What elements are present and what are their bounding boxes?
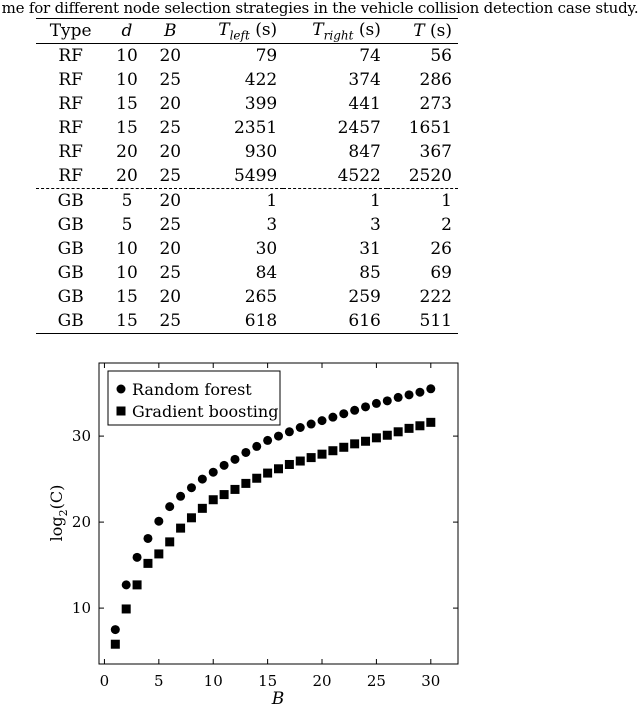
point-gradient-boosting	[154, 549, 163, 558]
cell-type: GB	[57, 239, 84, 259]
cell-t-right: 441	[348, 94, 381, 114]
point-random-forest	[415, 388, 424, 397]
cell-t: 26	[430, 239, 452, 259]
cell-d: 15	[116, 94, 138, 114]
point-gradient-boosting	[318, 450, 327, 459]
cell-t-right: 31	[359, 239, 381, 259]
cell-t-left: 30	[255, 239, 278, 259]
point-random-forest	[394, 393, 403, 402]
x-tick-label: 5	[154, 672, 164, 690]
cell-t: 367	[419, 142, 452, 162]
y-tick-label: 30	[71, 427, 91, 446]
point-gradient-boosting	[198, 504, 207, 513]
point-gradient-boosting	[263, 469, 272, 478]
table-caption: me for different node selection strategies in the vehicle collision detection case study.	[1, 0, 639, 16]
cell-b: 20	[159, 287, 182, 307]
point-gradient-boosting	[361, 437, 370, 446]
point-random-forest	[176, 492, 185, 501]
x-tick-label: 20	[312, 672, 332, 690]
y-axis-label: $\log_2(C)$	[47, 484, 70, 542]
point-random-forest	[122, 580, 131, 589]
cell-type: RF	[58, 142, 83, 162]
cell-t-right: 616	[348, 311, 381, 331]
point-gradient-boosting	[209, 495, 218, 504]
cell-d: 15	[116, 118, 138, 138]
point-gradient-boosting	[415, 421, 424, 430]
cell-type: RF	[58, 118, 83, 138]
cell-t-left: 79	[255, 46, 278, 66]
point-gradient-boosting	[122, 604, 131, 613]
point-random-forest	[372, 399, 381, 408]
header-t-left: $T_{left}$ (s)	[218, 19, 278, 43]
cell-t-right: 4522	[337, 166, 381, 186]
cell-d: 15	[116, 287, 138, 307]
table-body	[36, 44, 458, 334]
point-random-forest	[187, 483, 196, 492]
point-gradient-boosting	[372, 433, 381, 442]
point-gradient-boosting	[394, 427, 403, 436]
point-gradient-boosting	[350, 439, 359, 448]
table-row	[36, 237, 458, 261]
cell-d: 10	[116, 46, 138, 66]
cell-t-right: 85	[359, 263, 381, 283]
point-gradient-boosting	[296, 457, 305, 466]
cell-t-right: 374	[348, 70, 381, 90]
point-gradient-boosting	[133, 580, 142, 589]
x-tick-label: 25	[366, 672, 386, 690]
point-gradient-boosting	[230, 485, 239, 494]
point-gradient-boosting	[328, 446, 337, 455]
table-row	[36, 213, 458, 237]
legend-marker-random-forest	[117, 385, 126, 394]
table-header-row	[36, 19, 458, 44]
cell-type: GB	[57, 263, 84, 283]
cell-d: 10	[116, 263, 138, 283]
legend-marker-gradient-boosting	[117, 407, 126, 416]
point-random-forest	[198, 475, 207, 484]
point-random-forest	[285, 427, 294, 436]
cell-d: 5	[121, 215, 133, 235]
cell-t-left: 5499	[233, 166, 278, 186]
scatter-chart	[0, 350, 640, 705]
y-tick-label: 20	[71, 513, 91, 532]
point-random-forest	[383, 396, 392, 405]
point-random-forest	[133, 553, 142, 562]
cell-t-left: 1	[192, 189, 283, 214]
cell-type: GB	[57, 287, 84, 307]
cell-t: 2	[441, 215, 452, 235]
point-gradient-boosting	[405, 424, 414, 433]
table-row	[36, 309, 458, 334]
point-gradient-boosting	[241, 479, 250, 488]
cell-t: 273	[419, 94, 452, 114]
cell-b: 20	[159, 142, 182, 162]
point-gradient-boosting	[252, 474, 261, 483]
table-row	[36, 68, 458, 92]
cell-t-left: 265	[244, 287, 278, 307]
header-type: Type	[49, 21, 92, 41]
x-tick-label: 10	[203, 672, 223, 690]
header-t: T (s)	[413, 21, 452, 41]
cell-d: 20	[116, 166, 138, 186]
cell-b: 25	[159, 118, 182, 138]
cell-b: 20	[159, 46, 182, 66]
cell-t-left: 84	[255, 263, 278, 283]
cell-t-right: 2457	[337, 118, 381, 138]
point-random-forest	[252, 442, 261, 451]
cell-d: 20	[116, 142, 138, 162]
cell-t-left: 2351	[233, 118, 278, 138]
point-random-forest	[209, 468, 218, 477]
cell-t: 222	[419, 287, 452, 307]
point-random-forest	[111, 625, 120, 634]
cell-t-right: 3	[370, 215, 381, 235]
point-random-forest	[318, 416, 327, 425]
table-row	[36, 189, 458, 214]
header-t-right: $T_{right}$ (s)	[312, 19, 381, 43]
cell-b: 20	[159, 94, 182, 114]
legend-label-gradient-boosting: Gradient boosting	[132, 402, 279, 421]
point-gradient-boosting	[339, 443, 348, 452]
cell-t: 1	[387, 189, 458, 214]
table-row	[36, 285, 458, 309]
point-gradient-boosting	[220, 490, 229, 499]
table-row	[36, 164, 458, 189]
cell-type: GB	[57, 311, 84, 331]
cell-t: 1651	[408, 118, 452, 138]
cell-type: RF	[58, 166, 83, 186]
cell-t-right: 74	[359, 46, 381, 66]
cell-d: 15	[116, 311, 138, 331]
table-row	[36, 44, 458, 69]
point-random-forest	[405, 390, 414, 399]
table-row	[36, 92, 458, 116]
point-random-forest	[165, 502, 174, 511]
y-tick-label: 10	[71, 599, 91, 618]
point-random-forest	[143, 534, 152, 543]
point-gradient-boosting	[111, 640, 120, 649]
cell-t-left: 618	[244, 311, 278, 331]
cell-t: 2520	[408, 166, 452, 186]
cell-type: GB	[36, 189, 105, 214]
table-row	[36, 261, 458, 285]
point-random-forest	[426, 384, 435, 393]
cell-type: RF	[58, 70, 83, 90]
legend-label-random-forest: Random forest	[132, 380, 252, 399]
point-gradient-boosting	[383, 431, 392, 440]
cell-t: 511	[419, 311, 452, 331]
point-random-forest	[230, 455, 239, 464]
cell-t-left: 3	[266, 215, 278, 235]
point-gradient-boosting	[165, 537, 174, 546]
point-random-forest	[361, 402, 370, 411]
x-axis-label: B	[271, 689, 285, 705]
table-row	[36, 116, 458, 140]
cell-b: 25	[159, 166, 182, 186]
results-table	[36, 18, 458, 334]
header-d: d	[121, 21, 133, 41]
cell-t-left: 422	[244, 70, 278, 90]
legend	[108, 371, 280, 425]
point-gradient-boosting	[426, 418, 435, 427]
point-gradient-boosting	[187, 513, 196, 522]
point-random-forest	[328, 413, 337, 422]
cell-t: 69	[430, 263, 452, 283]
point-random-forest	[350, 406, 359, 415]
cell-t: 56	[430, 46, 452, 66]
point-random-forest	[274, 432, 283, 441]
point-random-forest	[263, 436, 272, 445]
point-gradient-boosting	[176, 524, 185, 533]
x-tick-label: 15	[258, 672, 278, 690]
cell-type: GB	[57, 215, 84, 235]
cell-d: 5	[105, 189, 148, 214]
cell-d: 10	[116, 70, 138, 90]
x-tick-label: 0	[99, 672, 110, 690]
table-row	[36, 140, 458, 164]
point-gradient-boosting	[285, 460, 294, 469]
header-b: B	[164, 21, 177, 41]
cell-t: 286	[419, 70, 452, 90]
point-random-forest	[339, 409, 348, 418]
cell-b: 25	[159, 263, 182, 283]
cell-b: 25	[159, 215, 182, 235]
point-random-forest	[220, 461, 229, 470]
cell-t-left: 930	[244, 142, 278, 162]
cell-d: 10	[116, 239, 138, 259]
point-random-forest	[241, 448, 250, 457]
cell-b: 20	[159, 239, 182, 259]
x-tick-label: 30	[421, 672, 441, 690]
point-gradient-boosting	[143, 559, 152, 568]
point-gradient-boosting	[307, 453, 316, 462]
point-gradient-boosting	[274, 464, 283, 473]
point-random-forest	[296, 423, 305, 432]
cell-b: 25	[159, 70, 182, 90]
cell-t-right: 1	[283, 189, 387, 214]
cell-type: RF	[58, 94, 83, 114]
cell-t-left: 399	[244, 94, 278, 114]
cell-b: 20	[149, 189, 192, 214]
cell-type: RF	[58, 46, 83, 66]
cell-b: 25	[159, 311, 182, 331]
cell-t-right: 259	[348, 287, 381, 307]
point-random-forest	[154, 517, 163, 526]
point-random-forest	[307, 420, 316, 429]
cell-t-right: 847	[348, 142, 381, 162]
